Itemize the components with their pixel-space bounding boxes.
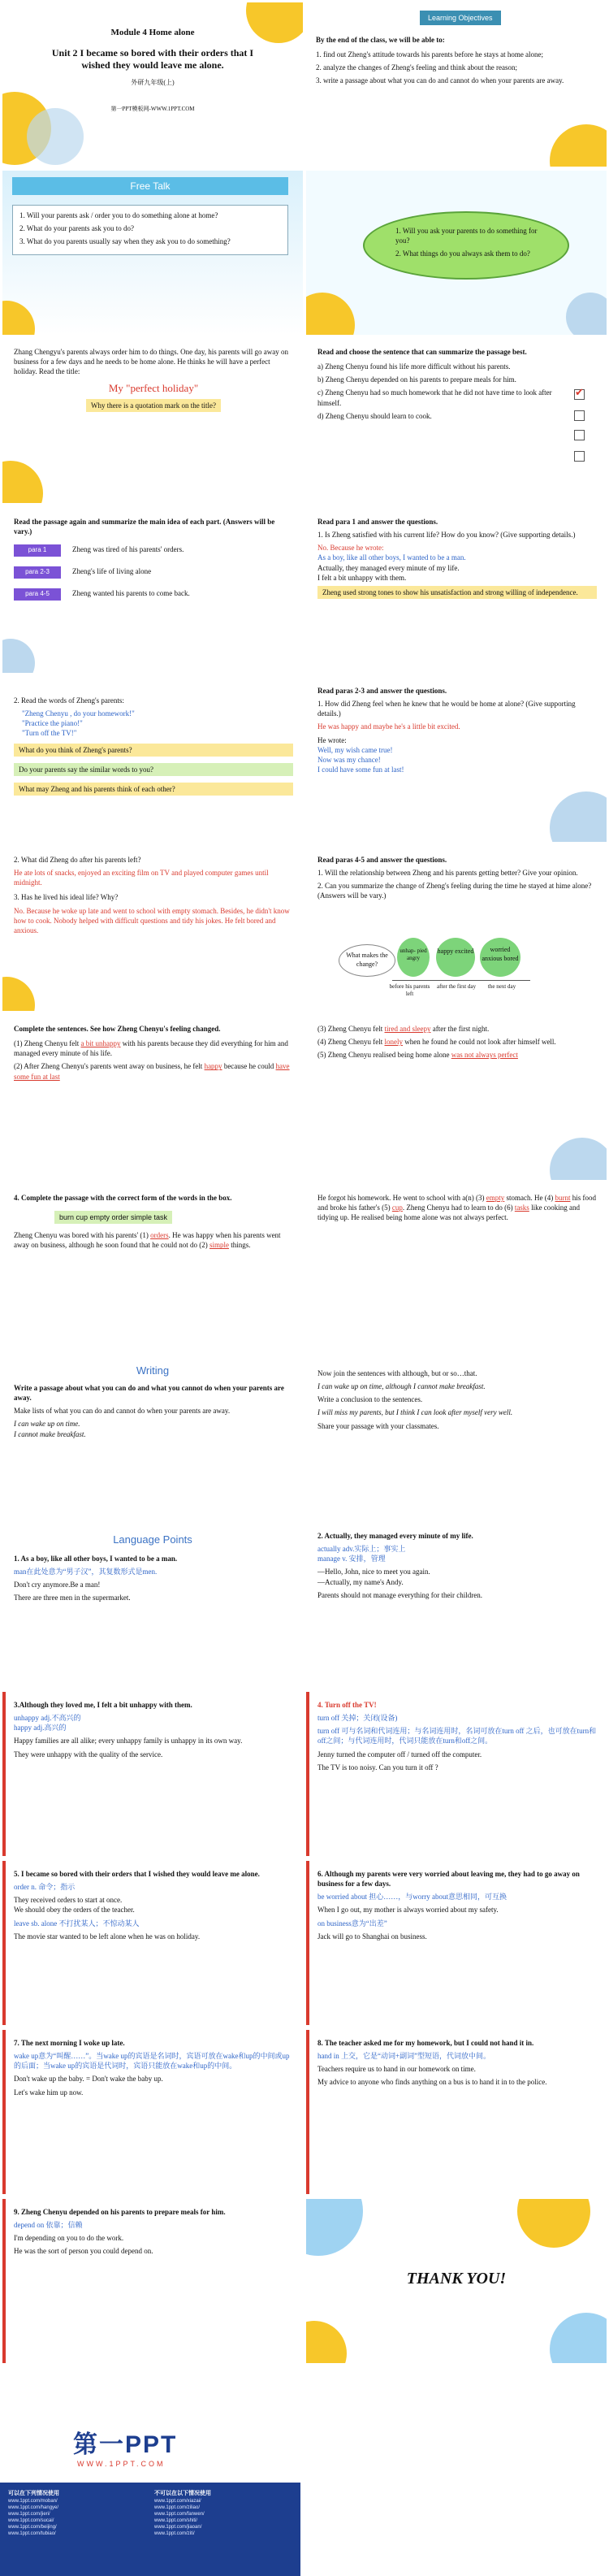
point-example: Don't cry anymore.Be a man! [14,1581,101,1589]
para-tag: para 2-3 [14,566,61,579]
para1-heading: Read para 1 and answer the questions. [317,518,438,526]
point-note: manage v. 安排，管理 [317,1555,386,1563]
para-tag: para 4-5 [14,588,61,601]
answer-blank: burnt [555,1194,571,1202]
footer-link[interactable]: www.1ppt.com/sucai/ [8,2518,54,2523]
timeline-line [392,980,530,981]
point-note: turn off 可与名词和代词连用；与名词连用时，名词可放在turn off 之后，也可放在turn和off之间；与代词连用时，代词只能放在turn和off之间。 [317,1727,597,1746]
check-mark-icon: ✔ [575,386,584,398]
point-note: unhappy adj.不高兴的 [14,1714,81,1723]
intro-text: Zhang Chengyu's parents always order him to do things. One day, his parents will go away on business for a few days and he needs to be home alone. He thinks he will have a perfect holiday. Read the title: [14,348,288,376]
para1-question: 1. Is Zheng satisfied with his current life? How do you know? (Give supporting details.) [317,531,576,540]
para1-answer: No. Because he wrote: [317,544,384,553]
point-example: —Hello, John, nice to meet you again. [317,1568,430,1576]
passage-part: Zheng Chenyu was bored with his parents' (1) [14,1231,149,1240]
para1-quote: Actually, they managed every minute of my life. [317,563,460,572]
footer-link[interactable]: www.1ppt.com/hangye/ [8,2505,59,2510]
blue-circle-deco [550,2313,607,2363]
slide-choose-summary [306,339,607,503]
para23-question: 1. How did Zheng feel when he knew that he would be home at alone? (Give supporting details.) [317,700,576,718]
free-talk-question: 1. Will your parents ask / order you to do something alone at home? [19,211,218,219]
slide-writing [2,1354,303,1518]
free-talk-banner: Free Talk [12,177,288,195]
choose-heading: Read and choose the sentence that can summarize the passage best. [317,348,527,356]
para23-heading: Read paras 2-3 and answer the questions. [317,687,447,695]
parent-quote: "Turn off the TV!" [22,729,77,738]
footer-link[interactable]: www.1ppt.com/tubiao/ [8,2531,56,2536]
footer-logo-area [0,2401,300,2483]
point-example: I'm depending on you to do the work. [14,2234,124,2243]
answer-blank: was not always perfect [451,1051,518,1060]
checkbox-c[interactable] [574,430,585,440]
point-note: wake up意为“叫醒……”。当wake up的宾语是名词时，宾语可放在wake和up的中间或up的后面；当wake up的宾语是代词时，宾语只能放在wake和up的中间。 [14,2052,290,2071]
free-talk-question: 3. What do you parents usually say when they ask you to do something? [19,237,231,246]
objective-item: 3. write a passage about what you can do and cannot do when your parents are away. [316,76,564,85]
point-example: My advice to anyone who finds anything on a bus is to hand it in to the police. [317,2078,547,2087]
answer-blank: happy [204,1062,222,1071]
slide-point-5 [2,1861,303,2025]
para23-quote: Well, my wish came true! [317,745,393,754]
slide-para1-questions [306,509,607,673]
point-example: The TV is too noisy. Can you turn it off ? [317,1763,438,1772]
slide-point-9 [2,2199,303,2363]
slide-point-7 [2,2030,303,2194]
yellow-circle-deco [517,2199,590,2248]
point-example: Let's wake him up now. [14,2088,84,2097]
point-note: order n. 命令；指示 [14,1883,76,1892]
para45-heading: Read paras 4-5 and answer the questions. [317,856,447,864]
checkbox-d[interactable] [574,451,585,462]
slide-main-idea [2,509,303,673]
language-points-title: Language Points [113,1533,192,1546]
slide-para45-questions [306,847,607,1011]
sentence-part: when he found he could not look after himself well. [404,1038,556,1047]
point-note: depend on 依靠；信赖 [14,2221,83,2230]
point-heading: 3.Although they loved me, I felt a bit unhappy with them. [14,1701,192,1709]
slide-free-talk [2,171,303,335]
objective-item: 2. analyze the changes of Zheng's feeling and think about the reason; [316,63,518,72]
free-talk-question: 2. What do your parents ask you to do? [19,224,135,233]
passage-part: stomach. He (4) [506,1194,554,1202]
feeling-circle-unhappy: unhap- pied angry [397,938,430,977]
point-heading: 6. Although my parents were very worried about leaving me, they had to go away on business for a few days. [317,1870,580,1889]
answer-blank: lonely [384,1038,403,1047]
slide-title [2,2,303,167]
yellow-circle-deco [306,2321,347,2363]
footer-logo: 第一PPT [73,2431,178,2458]
word-box-heading: 4. Complete the passage with the correct form of the words in the box. [14,1194,232,1202]
point-heading: 9. Zheng Chenyu depended on his parents to prepare meals for him. [14,2208,226,2216]
bubble-question: 2. What things do you always ask them to do? [395,249,530,258]
footer-link[interactable]: www.1ppt.com/jieri/ [8,2512,50,2517]
para-summary: Zheng's life of living alone [72,567,152,576]
para-summary: Zheng wanted his parents to come back. [72,588,190,597]
slide-complete-sentences-2 [306,1016,607,1180]
objective-item: 1. find out Zheng's attitude towards his parents before he stays at home alone; [316,50,544,59]
point-example: Parents should not manage everything for their children. [317,1590,482,1599]
sentence-part: after the first night. [432,1025,490,1033]
footer-url[interactable]: WWW.1PPT.COM [77,2460,166,2468]
point-example: There are three men in the supermarket. [14,1594,131,1602]
point-note: actually adv.实际上；事实上 [317,1545,406,1554]
footer-link[interactable]: www.1ppt.com/xiazai/ [154,2499,201,2504]
point-example: Jenny turned the computer off / turned off the computer. [317,1750,482,1759]
slide-word-box-2 [306,1185,607,1349]
option-d: d) Zheng Chenyu should learn to cook. [317,411,432,420]
passage-part: . Zheng Chenyu had to learn to do (6) [402,1203,513,1212]
ideal-life-answer: No. Because he woke up late and went to school with empty stomach. Besides, he didn't know how to cook. Nobody helped with difficult questions and tidy his jokes. He felt bored and anxious. [14,906,290,935]
para45-question: 2. Can you summarize the change of Zheng's feeling during the time he stayed at hime alone? (Answers will be vary.) [317,882,592,900]
footer-link[interactable]: www.1ppt.com/ziti/ [154,2531,195,2536]
sentence-part: with his parents because they did everything for him and managed every minute of his life. [14,1039,288,1058]
yellow-circle-deco [2,461,43,503]
slide-complete-sentences [2,1016,303,1180]
checkbox-b[interactable] [574,410,585,421]
footer-link[interactable]: www.1ppt.com/beijing/ [8,2525,57,2530]
passage-part: . He was happy when his parents went away on business, although he soon found that he could not do (2) [14,1231,281,1250]
slide-word-box [2,1185,303,1349]
point-heading: 5. I became so bored with their orders that I wished they would leave me alone. [14,1870,260,1878]
point-example: —Actually, my name's Andy. [317,1577,404,1586]
point-example: Happy families are all alike; every unhappy family is unhappy in its own way. [14,1737,243,1746]
point-example: He was the sort of person you could depend on. [14,2247,153,2256]
timeline-label: the next day [487,983,516,990]
slide-point-6 [306,1861,607,2025]
point-heading: 7. The next morning I woke up late. [14,2039,125,2047]
writing-heading: Write a passage about what you can do and what you cannot do when your parents are away. [14,1384,284,1403]
footer-link[interactable]: www.1ppt.com/moban/ [8,2499,58,2504]
unit-title: Unit 2 I became so bored with their orders that I wished they would leave me alone. [51,46,254,72]
feeling-circle-happy: happy excited [436,938,475,977]
point-heading: 4. Turn off the TV! [317,1701,377,1709]
point-example: They received orders to start at once. [14,1896,123,1905]
blue-circle-deco [550,791,607,842]
answer-blank: orders [150,1231,169,1240]
blue-circle-deco [566,293,607,335]
answer-blank: tired and sleepy [384,1025,431,1033]
writing-example: I can wake up on time, although I cannot make breakfast. [317,1382,486,1391]
yellow-circle-deco [306,293,355,335]
point-note: turn off 关掉；关闭(设备) [317,1714,398,1723]
option-b: b) Zheng Chenyu depended on his parents to prepare meals for him. [317,375,516,384]
blue-circle-deco [27,108,84,165]
writing-bullet: Make lists of what you can do and cannot do when your parents are away. [14,1407,231,1416]
main-idea-heading: Read the passage again and summarize the main idea of each part. (Answers will be vary.) [14,518,275,536]
passage-part: like cooking and tidying up. He realised being home alone was not always perfect. [317,1203,581,1222]
footer-link[interactable]: www.1ppt.com/jiaoan/ [154,2525,202,2530]
passage-part: He forgot his homework. He went to school with a(n) (3) [317,1194,485,1202]
title-question: Why there is a quotation mark on the title? [86,399,221,412]
slide-point-4 [306,1692,607,1856]
footer-col-title: 不可以在以下情况使用 [154,2491,211,2496]
discussion-question: What may Zheng and his parents think of each other? [14,783,293,796]
sentence-part: (2) After Zheng Chenyu's parents went away on business, he felt [14,1062,203,1071]
slide-language-points [2,1523,303,1687]
yellow-circle-deco [246,2,303,43]
after-left-question: 2. What did Zheng do after his parents left? [14,856,141,864]
slide-writing-2 [306,1354,607,1518]
para23-answer: He was happy and maybe he's a little bit excited. [317,722,460,731]
point-example: Jack will go to Shanghai on business. [317,1932,427,1941]
slide-para23-questions [306,678,607,842]
feeling-circle-worried: worried anxious bored [480,938,520,977]
answer-blank: simple [209,1241,229,1250]
point-example: We should obey the orders of the teacher. [14,1906,135,1915]
change-bubble: What makes the change? [339,944,395,977]
para23-quote: Now was my chance! [317,755,381,764]
point-note: man在此处意为“男子汉”，其复数形式是men. [14,1568,158,1576]
word-box: burn cup empty order simple task [54,1211,172,1224]
writing-bullet: Write a conclusion to the sentences. [317,1395,423,1404]
slide-intro-passage [2,339,303,503]
answer-blank: empty [486,1194,505,1202]
writing-bullet: Share your passage with your classmates. [317,1421,439,1430]
point-note: leave sb. alone 不打扰某人；不惊动某人 [14,1919,140,1928]
module-title: Module 4 Home alone [110,28,195,37]
point-example: Don't wake up the baby. = Don't wake the baby up. [14,2075,163,2084]
writing-example: I will miss my parents, but I think I can look after myself very well. [317,1408,513,1417]
timeline-label: after the first day [436,983,476,990]
footer-col-title: 可以在下列情况使用 [8,2491,59,2496]
slide-thank-you [306,2199,607,2363]
footer-link[interactable]: www.1ppt.com/shiti/ [154,2518,198,2523]
slide-objectives [306,2,607,167]
discussion-question: What do you think of Zheng's parents? [14,744,293,757]
writing-example: I can wake up on time. [14,1420,80,1429]
objectives-badge: Learning Objectives [420,11,501,25]
point-example: Teachers require us to hand in our homework on time. [317,2065,476,2074]
writing-bullet: Now join the sentences with although, but or so…that. [317,1369,477,1377]
para1-quote: As a boy, like all other boys, I wanted to be a man. [317,553,466,562]
sentence-part: because he could [223,1062,274,1071]
footer-promo [0,2401,609,2576]
para1-quote: I felt a bit unhappy with them. [317,573,407,582]
passage-title: My "perfect holiday" [108,382,199,395]
sentence-part: (3) Zheng Chenyu felt [317,1025,383,1033]
para-tag: para 1 [14,544,61,557]
blue-circle-deco [306,2199,363,2256]
option-c: c) Zheng Chenyu had so much homework that he did not have time to look after himself. [317,388,552,407]
blue-circle-deco [550,1138,607,1180]
grade-label: 外研九年级(上) [131,79,175,87]
sentence-part: (5) Zheng Chenyu realised being home alone [317,1051,450,1060]
point-note: happy adj.高兴的 [14,1724,67,1733]
para1-note: Zheng used strong tones to show his unsatisfaction and strong willing of independence. [317,586,597,599]
slide-after-left [2,847,303,1011]
point-note: on business意为“出差” [317,1919,387,1928]
timeline-label: before his parents left [389,983,430,998]
para23-wrote: He wrote: [317,735,347,744]
yellow-circle-deco [2,977,35,1011]
point-note: be worried about 担心……，与worry about意思相同，可互换 [317,1893,507,1902]
footer-link[interactable]: www.1ppt.com/ziliao/ [154,2505,201,2510]
bubble-question: 1. Will you ask your parents to do something for you? [395,227,538,245]
slide-point-3 [2,1692,303,1856]
footer-links [0,2483,300,2576]
parent-quote: "Practice the piano!" [22,719,83,728]
yellow-circle-deco [550,124,607,167]
ideal-life-question: 3. Has he lived his ideal life? Why? [14,893,119,902]
slide-point-8 [306,2030,607,2194]
para-summary: Zheng was tired of his parents' orders. [72,545,184,554]
point-heading: 1. As a boy, like all other boys, I wanted to be a man. [14,1555,178,1563]
slide-speech-bubble [306,171,607,335]
slide-point-2 [306,1523,607,1687]
after-left-answer: He ate lots of snacks, enjoyed an exciting film on TV and played computer games until midnight. [14,869,269,887]
thank-you-text: THANK YOU! [406,2270,507,2288]
checkbox-a[interactable] [574,386,585,400]
parent-quote: "Zheng Chenyu , do your homework!" [22,709,135,718]
discussion-question: Do your parents say the similar words to you? [14,763,293,776]
writing-title: Writing [136,1364,170,1377]
sentence-part: (1) Zheng Chenyu felt [14,1039,80,1048]
answer-blank: a bit unhappy [80,1039,121,1048]
para23-quote: I could have some fun at last! [317,765,404,774]
point-example: When I go out, my mother is always worried about my safety. [317,1906,499,1915]
passage-part: things. [231,1241,251,1250]
option-a: a) Zheng Chenyu found his life more difficult without his parents. [317,362,511,371]
point-example: The movie star wanted to be left alone when he was on holiday. [14,1932,201,1941]
point-note: hand in 上交，它是“动词+副词”型短语，代词放中间。 [317,2052,491,2061]
para45-question: 1. Will the relationship between Zheng and his parents getting better? Give your opinion. [317,869,578,878]
site-label: 第一PPT模板网-WWW.1PPT.COM [110,105,195,112]
words-question: 2. Read the words of Zheng's parents: [14,696,124,705]
slide-parents-words [2,678,303,842]
blue-circle-deco [2,639,35,673]
passage-part: his food and broke his father's (5) [317,1194,597,1212]
point-heading: 2. Actually, they managed every minute of my life. [317,1532,473,1540]
writing-example: I cannot make breakfast. [14,1429,86,1438]
sentence-part: (4) Zheng Chenyu felt [317,1038,383,1047]
footer-link[interactable]: www.1ppt.com/fanwen/ [154,2512,205,2517]
point-heading: 8. The teacher asked me for my homework, but I could not hand it in. [317,2039,534,2047]
answer-blank: have some fun at last [14,1062,290,1081]
objectives-intro: By the end of the class, we will be able to: [316,36,445,44]
answer-blank: tasks [514,1203,529,1212]
answer-blank: cup [391,1203,403,1212]
complete-heading: Complete the sentences. See how Zheng Chenyu's feeling changed. [14,1025,221,1033]
point-example: They were unhappy with the quality of the service. [14,1750,163,1759]
